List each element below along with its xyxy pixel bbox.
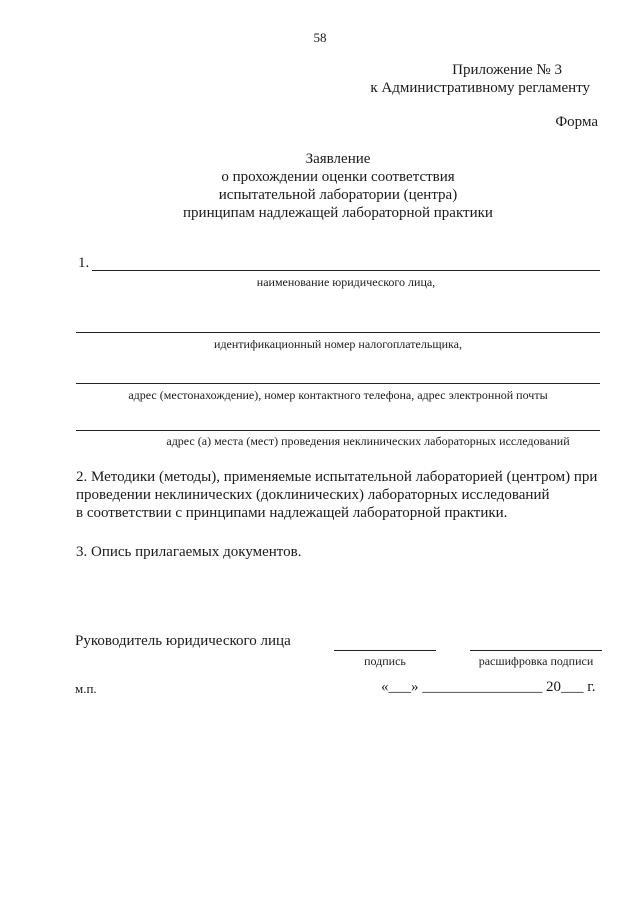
address-caption: адрес (местонахождение), номер контактного телефона, адрес электронной почты bbox=[128, 388, 548, 402]
inn-line[interactable] bbox=[76, 332, 600, 333]
appendix-reference: к Административному регламенту bbox=[370, 80, 590, 96]
section-1-number: 1. bbox=[78, 255, 90, 271]
document-subtitle-line: испытательной лаборатории (центра) bbox=[218, 187, 458, 203]
address-line[interactable] bbox=[76, 383, 600, 384]
document-subtitle-line: о прохождении оценки соответствия bbox=[221, 169, 455, 185]
document-subtitle-line: принципам надлежащей лабораторной практики bbox=[183, 205, 493, 221]
appendix-number: Приложение № 3 bbox=[452, 62, 562, 78]
org-name-caption: наименование юридического лица, bbox=[256, 275, 436, 289]
form-label: Форма bbox=[555, 114, 598, 130]
signature-decode-line[interactable] bbox=[470, 650, 602, 651]
section-2-line: в соответствии с принципами надлежащей лабораторной практики. bbox=[76, 505, 508, 521]
document-title: Заявление bbox=[305, 151, 371, 167]
head-of-org-label: Руководитель юридического лица bbox=[75, 633, 291, 649]
section-2-line: 2. Методики (методы), применяемые испытательной лабораторией (центром) при bbox=[76, 469, 598, 485]
signature-caption: подпись bbox=[364, 654, 406, 668]
section-2-line: проведении неклинических (доклинических) лабораторных исследований bbox=[76, 487, 550, 503]
org-name-line[interactable] bbox=[92, 270, 600, 271]
stamp-place-label: м.п. bbox=[75, 681, 97, 696]
lab-sites-line[interactable] bbox=[76, 430, 600, 431]
page-number: 58 bbox=[313, 30, 327, 45]
section-3-heading: 3. Опись прилагаемых документов. bbox=[76, 544, 302, 560]
inn-caption: идентификационный номер налогоплательщика, bbox=[214, 337, 462, 351]
signature-line[interactable] bbox=[334, 650, 436, 651]
date-field[interactable]: «___» ________________ 20___ г. bbox=[381, 679, 596, 695]
signature-decode-caption: расшифровка подписи bbox=[478, 654, 594, 668]
lab-sites-caption: адрес (а) места (мест) проведения неклинических лабораторных исследований bbox=[166, 434, 570, 448]
